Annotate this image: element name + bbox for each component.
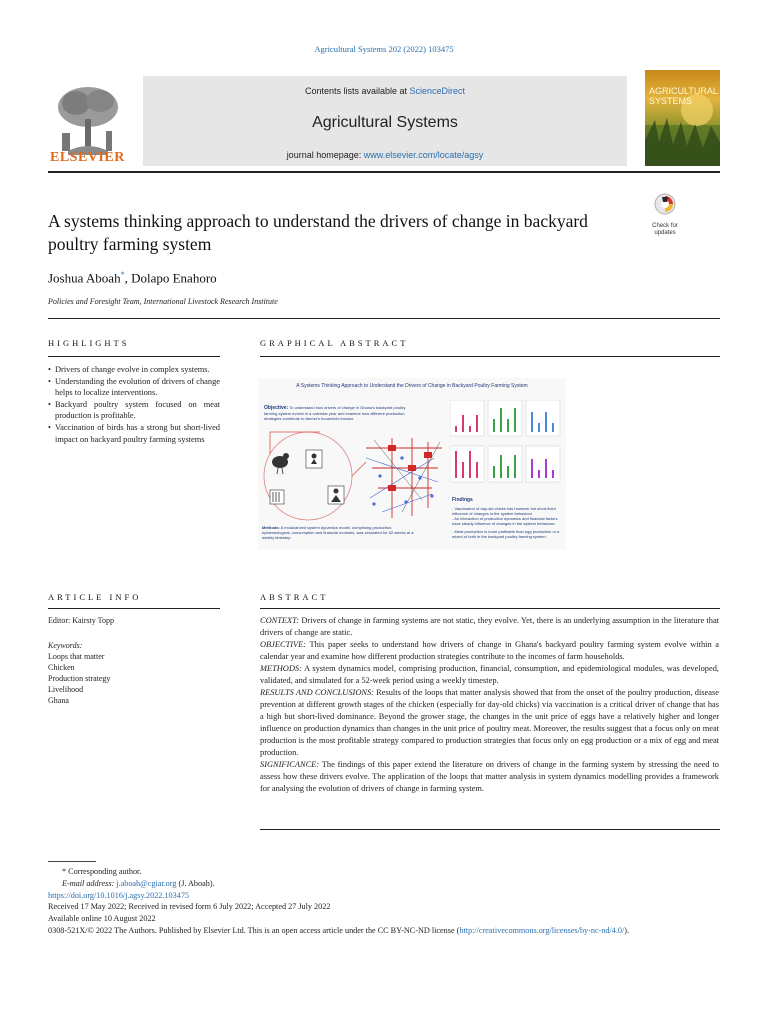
check-for-updates-badge[interactable] — [646, 193, 684, 236]
ga-mini-chart-spike — [500, 455, 502, 478]
article-title: A systems thinking approach to understand the drivers of change in backyard poultry farming system — [48, 211, 588, 254]
ga-mini-chart-spike — [538, 470, 540, 478]
livestock-icon — [270, 490, 284, 504]
abstract-top-rule — [260, 608, 720, 609]
ga-mini-chart-spike — [514, 455, 516, 478]
homepage-prefix: journal homepage: — [286, 150, 364, 160]
ga-mini-chart-spike — [462, 462, 464, 478]
ga-mini-chart-spike — [545, 459, 547, 478]
ga-mini-chart-spike — [493, 419, 495, 432]
ga-objective-label: Objective: — [264, 405, 289, 411]
highlights-heading: HIGHLIGHTS — [48, 338, 130, 348]
highlights-rule — [48, 356, 220, 357]
license-prefix: 0308-521X/© 2022 The Authors. Published by Elsevier Ltd. This is an open access article under the CC BY-NC-ND license ( — [48, 925, 460, 935]
ga-mini-chart-spike — [500, 408, 502, 432]
abstract-paragraph — [260, 615, 719, 639]
license-link[interactable]: http://creativecommons.org/licenses/by-nc-nd/4.0/ — [459, 925, 625, 935]
ga-mini-chart-spike — [476, 415, 478, 432]
license-suffix: ). — [624, 925, 630, 935]
ga-findings — [452, 498, 562, 539]
abstract-section-text: A system dynamics model, comprising production, financial, consumption, and epidemiological modules, was developed, validated, and simulated for a 52-week period using a weekly timestep. — [260, 664, 719, 685]
contents-line — [143, 86, 627, 96]
ga-methods — [262, 525, 422, 540]
ga-objective — [264, 405, 414, 421]
highlight-item: • Understanding the evolution of drivers of change helps to localize interventions. — [48, 376, 220, 399]
sciencedirect-link[interactable]: ScienceDirect — [409, 86, 466, 96]
cover-art — [645, 70, 720, 166]
header-rule — [48, 171, 720, 173]
keyword-item: Livelihood — [48, 685, 84, 694]
abstract-bottom-rule — [260, 829, 720, 830]
keyword-item: Ghana — [48, 696, 69, 705]
license-line — [48, 925, 720, 937]
footnotes — [48, 866, 720, 937]
email-suffix: (J. Aboah). — [176, 878, 215, 888]
keywords-heading: Keywords: — [48, 641, 83, 650]
graphical-abstract-heading: GRAPHICAL ABSTRACT — [260, 338, 409, 348]
abstract-section-text: Drivers of change in farming systems are not static, they evolve. Yet, there is an underlying assumption in the literature that drivers of change are static. — [260, 616, 719, 637]
highlights-list — [48, 364, 220, 445]
ga-methods-text: A modularized system dynamics model, comprising production, epidemiological, consumption and financial modules, was simulated for 52 weeks at a weekly timestep. — [262, 525, 414, 540]
email-label: E-mail address: — [62, 878, 117, 888]
ga-mini-chart-spike — [538, 423, 540, 432]
abstract-section-text: The findings of this paper extend the literature on drivers of change in the farming system by stressing the need to assess how these drivers evolve. The application of the loops that matter analysis in system dynamics modelling provides a framework for analysing the evolution of drivers of change in farming system. — [260, 760, 719, 793]
abstract-paragraph — [260, 663, 719, 687]
author-name[interactable]: Dolapo Enahoro — [131, 270, 217, 286]
keywords-block — [48, 640, 110, 706]
keyword-item: Production strategy — [48, 674, 111, 683]
available-online-date: Available online 10 August 2022 — [48, 914, 156, 924]
author-list — [48, 270, 217, 286]
abstract-section-label: CONTEXT: — [260, 616, 300, 625]
homepage-link[interactable]: www.elsevier.com/locate/agsy — [363, 150, 484, 160]
ga-finding-item: - Meat production is more profitable than egg production or a mixed of both in the backyard poultry farming system. — [452, 529, 560, 539]
ga-mini-chart-spike — [507, 419, 509, 432]
ga-mini-chart-spike — [507, 466, 509, 478]
homepage-line — [143, 150, 627, 160]
abstract-section-label: METHODS: — [260, 664, 302, 673]
ga-title: A Systems Thinking Approach to Understand the Drivers of Change in Backyard Poultry Farming System — [296, 383, 528, 389]
ga-model-diagram — [262, 428, 448, 524]
author-separator: , — [124, 270, 132, 286]
ga-mini-chart-spike — [514, 408, 516, 432]
ga-mini-chart — [450, 446, 484, 482]
editor-line: Editor: Kairsty Topp — [48, 616, 114, 625]
person-desk-icon — [328, 486, 344, 504]
abstract-paragraph — [260, 687, 719, 759]
ga-mini-chart — [450, 400, 484, 436]
abstract-section-text: Results of the loops that matter analysis showed that from the onset of the poultry production, disease prevention at different growth stages of the chicken (especially for day-old chicks) via vaccination is a critical driver of change that has a high but short-lived dominance. Beyond the grower stage, the changes in the unit price of eggs have a relatively higher and longer influence on production dynamics than changes in the unit price of poultry meat. Moreover, the results suggest that a focus only on meat production is the most profitable strategy compared to production strategies that focus only on egg production or a mix of egg and meat production. — [260, 688, 719, 757]
corresponding-author-note: * Corresponding author. — [62, 867, 142, 876]
ga-mini-chart-spike — [545, 412, 547, 432]
farmer-icon — [306, 450, 322, 468]
journal-header — [48, 70, 720, 166]
ga-mini-chart-spike — [469, 451, 471, 478]
email-link[interactable]: j.aboah@cgiar.org — [116, 878, 177, 888]
keyword-item: Loops that matter — [48, 652, 105, 661]
email-line — [48, 878, 720, 890]
ga-mini-chart-spike — [462, 415, 464, 432]
journal-banner — [143, 76, 627, 166]
abstract-section-label: RESULTS AND CONCLUSIONS: — [260, 688, 374, 697]
abstract-paragraph — [260, 759, 719, 795]
journal-reference[interactable]: Agricultural Systems 202 (2022) 103475 — [314, 44, 454, 54]
article-info-heading: ARTICLE INFO — [48, 592, 142, 602]
abstract-heading: ABSTRACT — [260, 592, 329, 602]
author-name[interactable]: Joshua Aboah — [48, 270, 121, 286]
abstract-paragraph — [260, 639, 719, 663]
ga-mini-chart-spike — [469, 426, 471, 432]
ga-mini-chart-spike — [531, 459, 533, 478]
abstract-section-text: This paper seeks to understand how drivers of change in Ghana's backyard poultry farming system evolve within a calendar year and examine how different production strategies contribute to the incomes of farm households. — [260, 640, 719, 661]
abstract-section-label: OBJECTIVE: — [260, 640, 307, 649]
publisher-name: ELSEVIER — [50, 150, 125, 165]
check-for-updates-label: Check for updates — [652, 223, 678, 236]
article-info-rule — [48, 608, 220, 609]
journal-title: Agricultural Systems — [312, 114, 458, 131]
ga-mini-chart-spike — [493, 466, 495, 478]
affiliation: Policies and Foresight Team, International Livestock Research Institute — [48, 297, 278, 306]
corresponding-author-mark[interactable]: * — [120, 270, 125, 279]
ga-mini-chart-spike — [531, 412, 533, 432]
graphical-abstract-rule — [260, 356, 720, 357]
highlight-item: • Vaccination of birds has a strong but short-lived impact on backyard poultry farming systems — [48, 422, 220, 445]
ga-mini-chart — [488, 446, 522, 482]
ga-mini-chart-spike — [552, 423, 554, 432]
ga-objective-text: To understand how drivers of change in Ghana's backyard poultry farming system evolve in a calendar year and examine how different production strategies contribute to farmer's household income — [264, 405, 406, 421]
ga-findings-label: Findings — [452, 497, 473, 503]
abstract-body — [260, 615, 719, 795]
check-for-updates-icon — [654, 193, 676, 217]
graphical-abstract-image — [258, 378, 566, 550]
journal-cover-image — [645, 70, 720, 166]
ga-mini-chart-spike — [552, 470, 554, 478]
highlight-item: • Drivers of change evolve in complex systems. — [48, 364, 220, 376]
ga-mini-chart — [488, 400, 522, 436]
chicken-icon — [272, 453, 289, 474]
stock-flow-network — [366, 438, 442, 518]
ga-methods-label: Methods: — [262, 525, 280, 530]
ga-mini-chart — [526, 446, 560, 482]
ga-mini-chart-spike — [455, 426, 457, 432]
ga-result-charts — [450, 400, 564, 492]
ga-mini-chart-spike — [455, 451, 457, 478]
received-dates: Received 17 May 2022; Received in revised form 6 July 2022; Accepted 27 July 2022 — [48, 902, 331, 912]
cover-title: AGRICULTURAL SYSTEMS — [649, 86, 718, 106]
ga-mini-chart — [526, 400, 560, 436]
footnote-rule — [48, 861, 96, 862]
abstract-section-label: SIGNIFICANCE: — [260, 760, 320, 769]
doi-link[interactable]: https://doi.org/10.1016/j.agsy.2022.103475 — [48, 890, 190, 900]
highlight-item: • Backyard poultry system focused on meat production is profitable. — [48, 399, 220, 422]
keyword-item: Chicken — [48, 663, 75, 672]
ga-mini-chart-spike — [476, 462, 478, 478]
contents-prefix: Contents lists available at — [304, 86, 410, 96]
ga-finding-item: - An interaction of production dynamics and financial factors have steady influence of changes in the system behaviour. — [452, 516, 558, 526]
ga-finding-item: - Vaccination of day-old chicks has however but short-lived influence of changes in the system behaviour — [452, 506, 556, 516]
authors-rule — [48, 318, 720, 319]
